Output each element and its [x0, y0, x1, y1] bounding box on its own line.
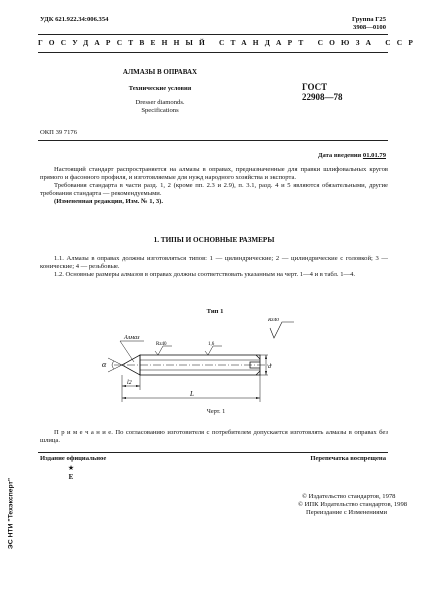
reprint-prohibited: Перепечатка воспрещена — [310, 455, 386, 462]
edition-note: (Измененная редакция, Изм. № 1, 3). — [54, 198, 164, 205]
note-text: По согласованию изготовителя с потребителем допускается изготовлять алмазы в оправах без шлица. — [40, 429, 388, 444]
intro-paragraph-1: Настоящий стандарт распространяется на алмазы в оправах, предназначенные для правки шлифовальных кругов прямого и фасонного профиля, и изготовляемые для нужд народного хозяйства и экспорта. — [40, 166, 388, 181]
figure-caption: Черт. 1 — [206, 408, 226, 415]
figure-type-label: Тип 1 — [206, 308, 224, 315]
roughness-symbol-left — [155, 346, 172, 355]
intro-date-label: Дата введения — [317, 152, 362, 159]
title-block — [100, 68, 220, 115]
L-arrow-right — [256, 397, 260, 399]
roughness-symbol-corner — [270, 322, 294, 338]
group-code: Группа Г25 — [352, 16, 386, 23]
l2-arrow-left — [122, 385, 126, 387]
section1-text — [40, 255, 388, 279]
copyright-line-2: © ИПК Издательство стандартов, 1998 — [298, 501, 408, 508]
label-rz-left: Rz40 — [156, 342, 167, 347]
d-arrow-bottom — [265, 371, 267, 375]
label-roughness-mid: 1,6 — [208, 342, 215, 347]
intro-paragraph-2: Требования стандарта в части разд. 1, 2 (кроме пп. 2.3 и 2.9), п. 3.1, разд. 4 и 5 являются обязательными, другие требования стандарта — рекомендуемыми. — [40, 182, 388, 197]
intro-text — [40, 166, 388, 206]
label-almaz: Алмаз — [124, 335, 140, 341]
header-rule-top — [38, 34, 388, 35]
official-edition: Издание официальное — [40, 455, 107, 462]
l2-arrow-right — [136, 385, 140, 387]
state-standard-title: ГОСУДАРСТВЕННЫЙ СТАНДАРТ СОЮЗА ССР — [38, 38, 420, 47]
title-ru: АЛМАЗЫ В ОПРАВАХ — [122, 68, 198, 76]
copyright-line-3: Переиздание с Изменениями — [306, 509, 388, 516]
section1-paragraph-1: 1.1. Алмазы в оправах должны изготовляться типов: 1 — цилиндрические; 2 — цилиндрические с головкой; 3 — конические; 4 — резьбовые. — [40, 255, 388, 270]
almaz-leader — [120, 341, 134, 362]
edition-mark: E — [68, 473, 74, 481]
copyright-line-1: © Издательство стандартов, 1978 — [302, 493, 396, 500]
copyright-block — [298, 493, 408, 517]
d-arrow-top — [265, 355, 267, 359]
star-icon: ★ — [67, 464, 75, 472]
title-en-sub: Specifications — [141, 107, 179, 114]
footer-rule — [38, 452, 388, 453]
classifier-code: 3908—0100 — [353, 24, 386, 31]
chamfer-bottom — [256, 371, 260, 375]
gost-block — [302, 82, 362, 102]
okp-rule — [38, 140, 388, 141]
gost-number: 22908—78 — [302, 92, 343, 102]
intro-date — [318, 152, 386, 160]
label-d: d — [268, 364, 271, 370]
note — [40, 429, 388, 445]
note-label: П р и м е ч а н и е. — [54, 429, 113, 436]
title-en: Dresser diamonds. — [135, 99, 185, 106]
label-l2: l2 — [127, 380, 132, 386]
drawing-type-1 — [100, 318, 300, 408]
roughness-symbol-mid — [205, 346, 222, 355]
side-stamp: ЭС НТИ "Техэксперт" — [7, 477, 15, 550]
L-arrow-left — [122, 397, 126, 399]
chamfer-top — [256, 355, 260, 359]
label-alpha: α — [102, 360, 107, 369]
gost-label: ГОСТ — [302, 82, 328, 92]
section1-paragraph-2: 1.2. Основные размеры алмазов в оправах должны соответствовать указанным на черт. 1—4 и в табл. 1—4. — [54, 271, 356, 278]
title-ru-sub: Технические условия — [128, 85, 192, 92]
label-rz-corner: Rz40 — [268, 318, 279, 323]
intro-date-value: 01.01.79 — [362, 152, 386, 159]
alpha-line-2 — [108, 365, 122, 372]
label-L: L — [190, 390, 194, 398]
alpha-line-1 — [108, 358, 122, 365]
okp-code: ОКП 39 7176 — [40, 129, 77, 136]
section1-heading: 1. ТИПЫ И ОСНОВНЫЕ РАЗМЕРЫ — [153, 236, 275, 244]
header-rule-bottom — [38, 52, 388, 53]
alpha-arc — [112, 361, 114, 369]
udk-code: УДК 621.922.34:006.354 — [40, 16, 109, 23]
